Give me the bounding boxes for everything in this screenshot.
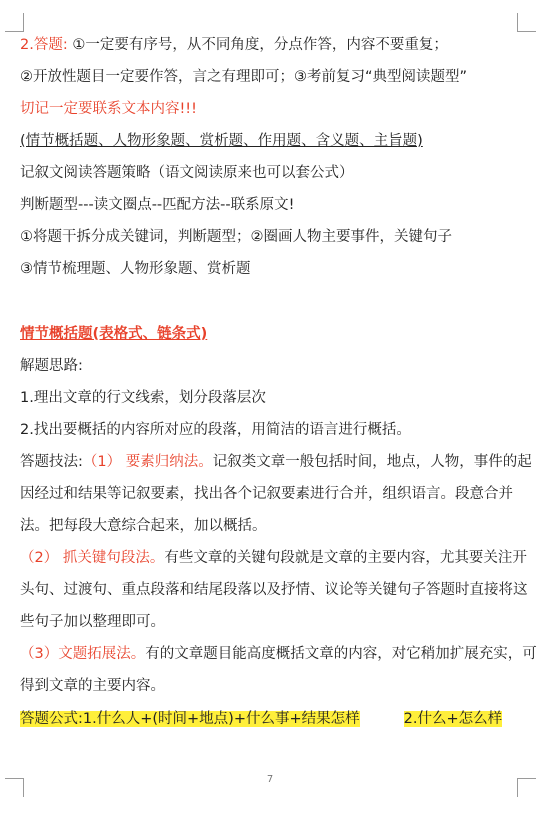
approach-step-2: 2.找出要概括的内容所对应的段落，用简洁的语言进行概括。 [20, 422, 411, 438]
answer-rules-line [20, 33, 448, 57]
technique-1-cont-1: 因经过和结果等记叙要素，找出各个记叙要素进行合并，组织语言。段意合并 [20, 486, 513, 502]
question-types-line: (情节概括题、人物形象题、赏析题、作用题、含义题、主旨题) [20, 133, 423, 149]
technique-3-text: 有的文章题目能高度概括文章的内容，对它稍加扩展充实，可 [145, 646, 537, 662]
strategy-line: 记叙文阅读答题策略（语文阅读原来也可以套公式） [20, 165, 354, 181]
technique-2-cont-1: 头句、过渡句、重点段落和结尾段落以及抒情、议论等关键句子答题时直接将这 [20, 582, 528, 598]
approach-step-1: 1.理出文章的行文线索，划分段落层次 [20, 390, 266, 406]
open-question-line: ②开放性题目一定要作答，言之有理即可；③考前复习“典型阅读题型” [20, 69, 468, 85]
answer-rules-text: ①一定要有序号，从不同角度，分点作答，内容不要重复； [72, 37, 448, 53]
technique-label: 答题技法: [20, 454, 83, 470]
formula-1: 答题公式:1.什么人+(时间+地点)+什么事+结果怎样 [20, 711, 360, 727]
technique-3-line [20, 642, 537, 666]
keyword-line: ①将题干拆分成关键词，判断题型；②圈画人物主要事件，关键句子 [20, 229, 452, 245]
technique-2-title: （2） 抓关键句段法。 [20, 550, 165, 566]
technique-3-cont: 得到文章的主要内容。 [20, 678, 165, 694]
technique-1-cont-2: 法。把每段大意综合起来，加以概括。 [20, 518, 267, 534]
technique-1-text: 记叙类文章一般包括时间，地点，人物，事件的起 [212, 454, 532, 470]
technique-2-text: 有些文章的关键句段就是文章的主要内容，尤其要关注开 [164, 550, 527, 566]
approach-label: 解题思路: [20, 358, 83, 374]
page-number: 7 [266, 774, 274, 785]
formula-2: 2.什么+怎么样 [403, 711, 503, 727]
types-list-line: ③情节梳理题、人物形象题、赏析题 [20, 261, 251, 277]
reminder-line: 切记一定要联系文本内容!!! [20, 101, 197, 117]
technique-1-title: （1） 要素归纳法。 [82, 454, 213, 470]
answer-rules-label: 2.答题: [20, 37, 68, 53]
section-heading: 情节概括题(表格式、链条式) [20, 326, 208, 342]
technique-3-title: （3）文题拓展法。 [20, 646, 146, 662]
technique-1-line [20, 450, 532, 474]
steps-line: 判断题型---读文圈点--匹配方法--联系原文! [20, 197, 295, 213]
formula-line [20, 707, 502, 731]
technique-2-line [20, 546, 527, 570]
crop-mark-top-left [5, 13, 24, 32]
crop-mark-top-right [517, 13, 536, 32]
technique-2-cont-2: 些句子加以整理即可。 [20, 614, 165, 630]
